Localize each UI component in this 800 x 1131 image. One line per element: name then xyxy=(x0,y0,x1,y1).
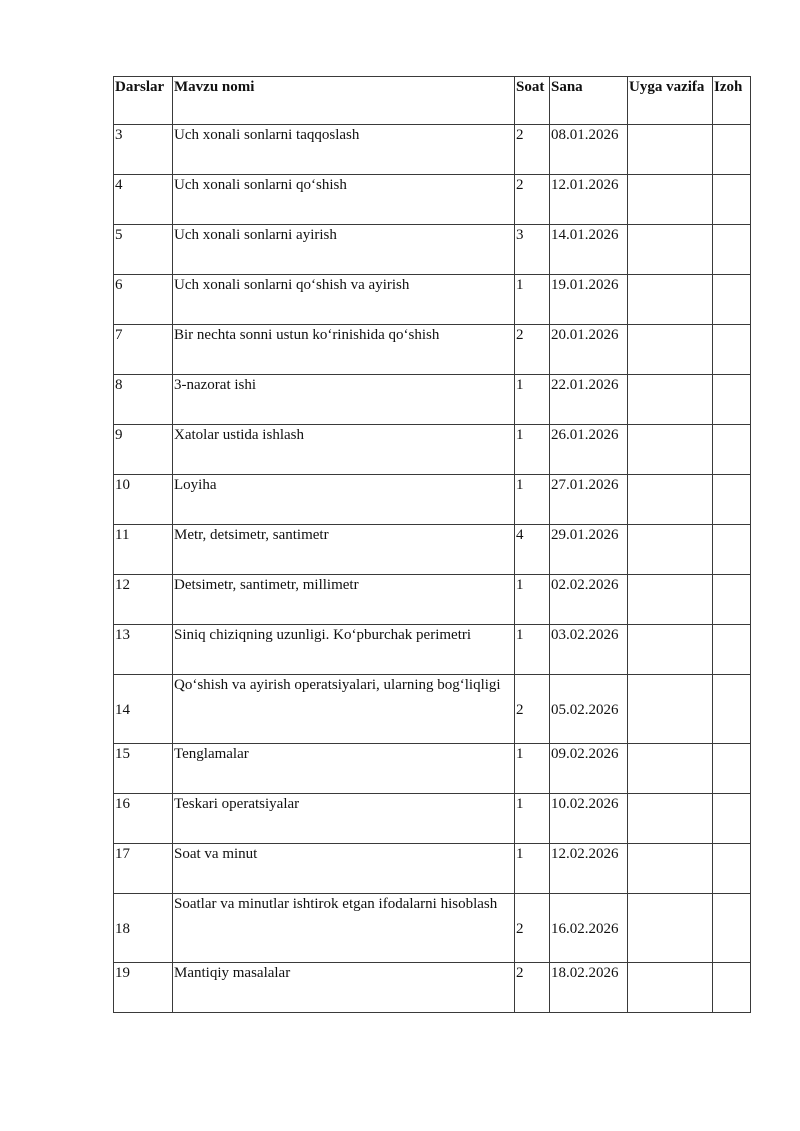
cell-topic: Tenglamalar xyxy=(173,744,515,794)
cell-topic: Uch xonali sonlarni qo‘shish xyxy=(173,175,515,225)
cell-lesson-number: 5 xyxy=(114,225,173,275)
table-row xyxy=(114,475,751,525)
cell-lesson-number: 8 xyxy=(114,375,173,425)
table-row xyxy=(114,375,751,425)
cell-homework xyxy=(628,325,713,375)
cell-topic: Teskari operatsiyalar xyxy=(173,794,515,844)
cell-hours: 1 xyxy=(515,425,550,475)
cell-topic: Uch xonali sonlarni qo‘shish va ayirish xyxy=(173,275,515,325)
table-row xyxy=(114,525,751,575)
cell-homework xyxy=(628,525,713,575)
cell-note xyxy=(713,625,751,675)
table-row xyxy=(114,963,751,1013)
cell-lesson-number: 11 xyxy=(114,525,173,575)
cell-date: 09.02.2026 xyxy=(550,744,628,794)
cell-lesson-number: 3 xyxy=(114,125,173,175)
cell-date: 08.01.2026 xyxy=(550,125,628,175)
cell-topic: Xatolar ustida ishlash xyxy=(173,425,515,475)
cell-date: 20.01.2026 xyxy=(550,325,628,375)
cell-note xyxy=(713,794,751,844)
cell-lesson-number: 4 xyxy=(114,175,173,225)
cell-topic: Detsimetr, santimetr, millimetr xyxy=(173,575,515,625)
cell-homework xyxy=(628,894,713,963)
cell-topic: Soatlar va minutlar ishtirok etgan ifodalarni hisoblash xyxy=(173,894,515,963)
table-row xyxy=(114,575,751,625)
cell-date: 22.01.2026 xyxy=(550,375,628,425)
cell-homework xyxy=(628,744,713,794)
cell-homework xyxy=(628,425,713,475)
table-header-row xyxy=(114,77,751,125)
cell-topic: Mantiqiy masalalar xyxy=(173,963,515,1013)
table-row xyxy=(114,275,751,325)
cell-note xyxy=(713,325,751,375)
cell-date: 03.02.2026 xyxy=(550,625,628,675)
header-date: Sana xyxy=(550,77,628,125)
lesson-plan-table xyxy=(113,76,751,1013)
cell-note xyxy=(713,175,751,225)
cell-hours: 1 xyxy=(515,475,550,525)
cell-homework xyxy=(628,375,713,425)
table-row xyxy=(114,125,751,175)
cell-date: 05.02.2026 xyxy=(550,675,628,744)
cell-homework xyxy=(628,794,713,844)
cell-hours: 3 xyxy=(515,225,550,275)
cell-note xyxy=(713,575,751,625)
cell-lesson-number: 14 xyxy=(114,675,173,744)
cell-lesson-number: 12 xyxy=(114,575,173,625)
cell-homework xyxy=(628,675,713,744)
cell-homework xyxy=(628,175,713,225)
cell-note xyxy=(713,225,751,275)
table-row xyxy=(114,744,751,794)
cell-lesson-number: 7 xyxy=(114,325,173,375)
header-lessons: Darslar xyxy=(114,77,173,125)
cell-lesson-number: 15 xyxy=(114,744,173,794)
table-row xyxy=(114,225,751,275)
cell-date: 14.01.2026 xyxy=(550,225,628,275)
cell-note xyxy=(713,894,751,963)
header-note: Izoh xyxy=(713,77,751,125)
cell-hours: 1 xyxy=(515,844,550,894)
cell-topic: Bir nechta sonni ustun ko‘rinishida qo‘shish xyxy=(173,325,515,375)
cell-note xyxy=(713,844,751,894)
cell-hours: 2 xyxy=(515,175,550,225)
table-row xyxy=(114,425,751,475)
cell-hours: 1 xyxy=(515,625,550,675)
cell-homework xyxy=(628,275,713,325)
cell-homework xyxy=(628,844,713,894)
cell-hours: 1 xyxy=(515,744,550,794)
cell-homework xyxy=(628,225,713,275)
cell-homework xyxy=(628,625,713,675)
cell-lesson-number: 16 xyxy=(114,794,173,844)
cell-lesson-number: 17 xyxy=(114,844,173,894)
cell-note xyxy=(713,525,751,575)
cell-date: 29.01.2026 xyxy=(550,525,628,575)
cell-hours: 1 xyxy=(515,575,550,625)
cell-topic: Metr, detsimetr, santimetr xyxy=(173,525,515,575)
cell-date: 19.01.2026 xyxy=(550,275,628,325)
cell-homework xyxy=(628,575,713,625)
cell-hours: 2 xyxy=(515,675,550,744)
cell-lesson-number: 6 xyxy=(114,275,173,325)
cell-hours: 2 xyxy=(515,125,550,175)
cell-date: 02.02.2026 xyxy=(550,575,628,625)
cell-hours: 2 xyxy=(515,894,550,963)
cell-lesson-number: 19 xyxy=(114,963,173,1013)
cell-date: 12.02.2026 xyxy=(550,844,628,894)
cell-homework xyxy=(628,475,713,525)
cell-note xyxy=(713,963,751,1013)
cell-topic: Soat va minut xyxy=(173,844,515,894)
table-row xyxy=(114,794,751,844)
cell-topic: Uch xonali sonlarni ayirish xyxy=(173,225,515,275)
cell-hours: 1 xyxy=(515,275,550,325)
table-row xyxy=(114,175,751,225)
table-row xyxy=(114,894,751,963)
cell-note xyxy=(713,125,751,175)
cell-hours: 1 xyxy=(515,794,550,844)
cell-note xyxy=(713,675,751,744)
cell-homework xyxy=(628,125,713,175)
cell-date: 12.01.2026 xyxy=(550,175,628,225)
table-row xyxy=(114,325,751,375)
cell-hours: 2 xyxy=(515,325,550,375)
table-row xyxy=(114,675,751,744)
header-topic: Mavzu nomi xyxy=(173,77,515,125)
cell-topic: 3-nazorat ishi xyxy=(173,375,515,425)
header-hours: Soat xyxy=(515,77,550,125)
cell-topic: Siniq chiziqning uzunligi. Ko‘pburchak perimetri xyxy=(173,625,515,675)
cell-hours: 1 xyxy=(515,375,550,425)
cell-date: 27.01.2026 xyxy=(550,475,628,525)
cell-topic: Qo‘shish va ayirish operatsiyalari, ularning bog‘liqligi xyxy=(173,675,515,744)
cell-topic: Loyiha xyxy=(173,475,515,525)
cell-note xyxy=(713,425,751,475)
cell-note xyxy=(713,744,751,794)
cell-lesson-number: 13 xyxy=(114,625,173,675)
cell-note xyxy=(713,475,751,525)
table-row xyxy=(114,625,751,675)
cell-lesson-number: 9 xyxy=(114,425,173,475)
cell-note xyxy=(713,375,751,425)
cell-lesson-number: 10 xyxy=(114,475,173,525)
cell-date: 26.01.2026 xyxy=(550,425,628,475)
header-homework: Uyga vazifa xyxy=(628,77,713,125)
cell-hours: 4 xyxy=(515,525,550,575)
cell-date: 10.02.2026 xyxy=(550,794,628,844)
cell-lesson-number: 18 xyxy=(114,894,173,963)
cell-hours: 2 xyxy=(515,963,550,1013)
cell-homework xyxy=(628,963,713,1013)
cell-note xyxy=(713,275,751,325)
cell-date: 16.02.2026 xyxy=(550,894,628,963)
cell-date: 18.02.2026 xyxy=(550,963,628,1013)
table-body xyxy=(114,125,751,1013)
table-row xyxy=(114,844,751,894)
cell-topic: Uch xonali sonlarni taqqoslash xyxy=(173,125,515,175)
